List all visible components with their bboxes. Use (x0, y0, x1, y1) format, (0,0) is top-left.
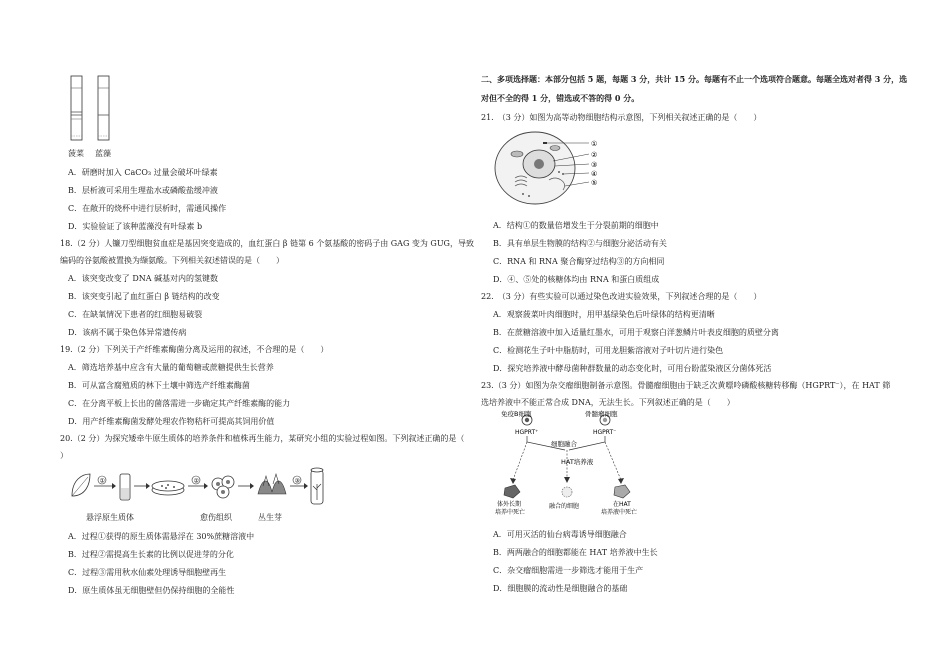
q20-option-c: C．过程③需用秋水仙素处理诱导细胞壁再生 (68, 568, 227, 577)
marker-5: ⑤ (591, 179, 598, 187)
step-1-label: ① (99, 477, 105, 485)
spinach-strip (71, 76, 82, 140)
callus-label: 愈伤组织 (200, 513, 232, 522)
b-cell-label: 免疫B细胞 (501, 410, 532, 418)
test-tube-icon (120, 474, 130, 500)
chromatography-figure (68, 70, 128, 160)
q21-option-b: B．具有单层生物膜的结构②与细胞分泌活动有关 (493, 239, 667, 248)
fusion-label: 细胞融合 (551, 440, 577, 448)
die-in-hat-label-2: 培养液中死亡 (601, 509, 638, 516)
hgprt-minus-label: HGPRT⁻ (593, 429, 617, 436)
q20-stem-line1: 20.（2 分）为探究矮牵牛原生质体的培养条件和植株再生能力，某研究小组的实验过程如图。下列叙述正确的是（ (60, 434, 465, 443)
q18-option-b: B．该突变引起了血红蛋白 β 链结构的改变 (68, 292, 220, 301)
marker-3: ③ (591, 161, 598, 169)
q22-option-a: A．观察菠菜叶肉细胞时，用甲基绿染色后叶绿体的结构更清晰 (493, 310, 715, 319)
q22-option-b: B．在蔗糖溶液中加入适量红墨水，可用于观察白洋葱鳞片叶表皮细胞的质壁分离 (493, 328, 779, 337)
q22-stem: 22. （3 分）有些实验可以通过染色改进实验效果，下列叙述合理的是（ ） (481, 292, 762, 301)
q22-option-d: D．探究培养液中酵母菌种群数量的动态变化时，可用台盼蓝染液区分菌体死活 (493, 364, 772, 373)
q21-stem: 21. （3 分）如图为高等动物细胞结构示意图，下列相关叙述正确的是（ ） (481, 113, 762, 122)
fused-cell-label: 融合的细胞 (549, 503, 580, 510)
cyanobacteria-strip (98, 76, 109, 140)
q23-option-c: C．杂交瘤细胞需进一步筛选才能用于生产 (493, 566, 644, 575)
q20-option-d: D．原生质体虽无细胞壁但仍保持细胞的全能性 (68, 586, 235, 595)
q19-option-b: B．可从富含腐殖质的林下土壤中筛选产纤维素酶菌 (68, 381, 250, 390)
animal-cell-figure (493, 128, 613, 208)
q17-option-a: A．研磨时加入 CaCO₃ 过量会破坏叶绿素 (68, 168, 218, 177)
marker-4: ④ (591, 170, 598, 178)
shoot-cluster-icon (258, 474, 286, 494)
q18-stem-line1: 18.（2 分）人镰刀型细胞贫血症是基因突变造成的，血红蛋白 β 链第 6 个氨基酸的密码子由 GAG 变为 GUG，导致 (60, 239, 474, 248)
q17-option-d: D．实验验证了该种蓝藻没有叶绿素 b (68, 222, 203, 231)
die-in-vitro-label-2: 培养中死亡 (495, 509, 526, 516)
q18-stem-line2: 编码的谷氨酸被置换为缬氨酸。下列相关叙述错误的是（ ） (60, 256, 284, 265)
marker-2: ② (591, 151, 598, 159)
q23-option-b: B．两两融合的细胞都能在 HAT 培养液中生长 (493, 548, 658, 557)
leaf-icon (72, 474, 90, 496)
q23-option-d: D．细胞膜的流动性是细胞融合的基础 (493, 584, 628, 593)
step-2-label: ② (193, 477, 199, 485)
section2-heading-line1: 二、多项选择题：本部分包括 5 题，每题 3 分，共计 15 分。每题有不止一个选项符合题意。每题全选对者得 3 分，选 (481, 74, 908, 84)
die-in-vitro-label-1: 体外长期 (497, 501, 522, 508)
section2-heading-line2: 对但不全的得 1 分，错选或不答的得 0 分。 (481, 93, 640, 103)
q18-option-a: A．该突变改变了 DNA 碱基对内的氢键数 (68, 274, 219, 283)
myeloma-label: 骨髓瘤细胞 (585, 410, 618, 418)
marker-1: ① (591, 140, 598, 148)
callus-icon (212, 476, 234, 498)
q21-option-d: D．④、⑤处的核糖体均由 RNA 和蛋白质组成 (493, 275, 660, 284)
q19-option-d: D．用产纤维素酶菌发酵处理农作物秸秆可提高其饲用价值 (68, 417, 275, 426)
hat-label: HAT培养液 (561, 458, 594, 466)
q18-option-c: C．在缺氧情况下患者的红细胞易破裂 (68, 310, 203, 319)
hgprt-plus-label: HGPRT⁺ (515, 429, 539, 436)
q17-option-b: B．层析液可采用生理盐水或磷酸盐缓冲液 (68, 186, 218, 195)
petri-dish-icon (152, 481, 184, 495)
q23-stem-line2: 选培养液中不能正常合成 DNA，无法生长。下列叙述正确的是（ ） (481, 398, 735, 407)
q20-option-a: A．过程①获得的原生质体需悬浮在 30%蔗糖溶液中 (68, 532, 255, 541)
q23-stem-line1: 23.（3 分）如图为杂交瘤细胞制备示意图。骨髓瘤细胞由于缺乏次黄嘌呤磷酸核糖转移酶（HGPRT⁻），在 HAT 筛 (481, 381, 891, 390)
q19-option-a: A．筛选培养基中应含有大量的葡萄糖或蔗糖提供生长营养 (68, 363, 274, 372)
suspension-protoplast-label: 悬浮原生质体 (86, 513, 134, 522)
q21-option-c: C．RNA 和 RNA 聚合酶穿过结构③的方向相同 (493, 257, 665, 266)
plantlet-tube-icon (311, 468, 323, 504)
q22-option-c: C．检测花生子叶中脂肪时，可用龙胆紫溶液对子叶切片进行染色 (493, 346, 724, 355)
cyanobacteria-label: 蓝藻 (95, 149, 111, 158)
die-in-hat-label-1: 在HAT (613, 501, 631, 508)
q21-option-a: A．结构①的数量倍增发生于分裂前期的细胞中 (493, 221, 659, 230)
spinach-label: 菠菜 (68, 149, 84, 158)
shoot-cluster-label: 丛生芽 (258, 513, 282, 522)
q19-stem: 19.（2 分）下列关于产纤维素酶菌分离及运用的叙述，不合理的是（ ） (60, 345, 329, 354)
step-3-label: ③ (294, 477, 300, 485)
q23-option-a: A．可用灭活的仙台病毒诱导细胞融合 (493, 530, 627, 539)
q17-option-c: C．在敞开的烧杯中进行层析时，需通风操作 (68, 204, 227, 213)
q20-stem-line2: ） (60, 451, 68, 460)
hybridoma-figure (493, 408, 653, 518)
q18-option-d: D．该病不属于染色体异常遗传病 (68, 328, 187, 337)
q20-option-b: B．过程②需提高生长素的比例以促进芽的分化 (68, 550, 234, 559)
q19-option-c: C．在分离平板上长出的菌落需进一步确定其产纤维素酶的能力 (68, 399, 291, 408)
